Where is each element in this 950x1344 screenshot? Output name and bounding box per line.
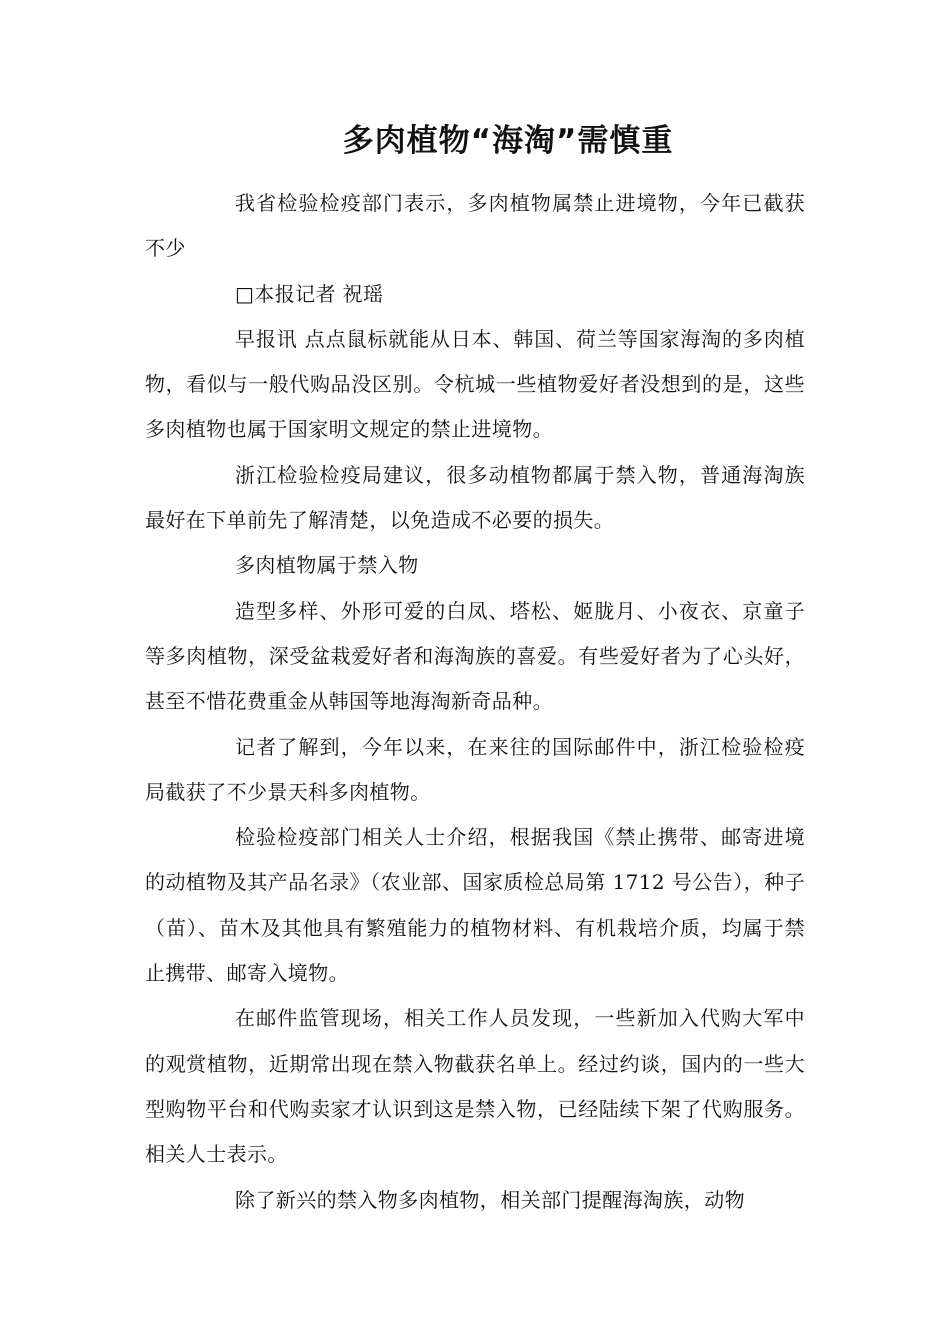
paragraph-advice: 浙江检验检疫局建议，很多动植物都属于禁入物，普通海淘族最好在下单前先了解清楚，以免造成不必要的损失。 <box>145 462 805 533</box>
page-title: 多肉植物“海淘”需慎重 <box>342 123 674 159</box>
paragraph-seizures: 记者了解到，今年以来，在来往的国际邮件中，浙江检验检疫局截获了不少景天科多肉植物。 <box>145 734 805 804</box>
paragraph-supervision: 在邮件监管现场，相关工作人员发现，一些新加入代购大军中的观赏植物，近期常出现在禁入物截获名单上。经过约谈，国内的一些大型购物平台和代购卖家才认识到这是禁入物，已经陆续下架了代购服务。相关人士表示。 <box>145 1006 805 1167</box>
paragraph-lead: 早报讯 点点鼠标就能从日本、韩国、荷兰等国家海淘的多肉植物，看似与一般代购品没区别。令杭城一些植物爱好者没想到的是，这些多肉植物也属于国家明文规定的禁止进境物。 <box>145 326 805 442</box>
article-body <box>145 181 805 1223</box>
paragraph-subtitle: 我省检验检疫部门表示，多肉植物属禁止进境物，今年已截获不少 <box>145 191 805 261</box>
paragraph-reminder: 除了新兴的禁入物多肉植物，相关部门提醒海淘族，动物 <box>235 1187 745 1212</box>
section-heading: 多肉植物属于禁入物 <box>235 553 419 578</box>
paragraph-regulation: 检验检疫部门相关人士介绍，根据我国《禁止携带、邮寄进境的动植物及其产品名录》（农业部、国家质检总局第 1712 号公告），种子（苗）、苗木及其他具有繁殖能力的植物材料、有机栽培介质，均属于禁止携带、邮寄入境物。 <box>145 825 805 986</box>
paragraph-varieties: 造型多样、外形可爱的白凤、塔松、姬胧月、小夜衣、京童子等多肉植物，深受盆栽爱好者和海淘族的喜爱。有些爱好者为了心头好，甚至不惜花费重金从韩国等地海淘新奇品种。 <box>145 598 805 714</box>
paragraph-byline: □本报记者 祝瑶 <box>235 281 384 306</box>
